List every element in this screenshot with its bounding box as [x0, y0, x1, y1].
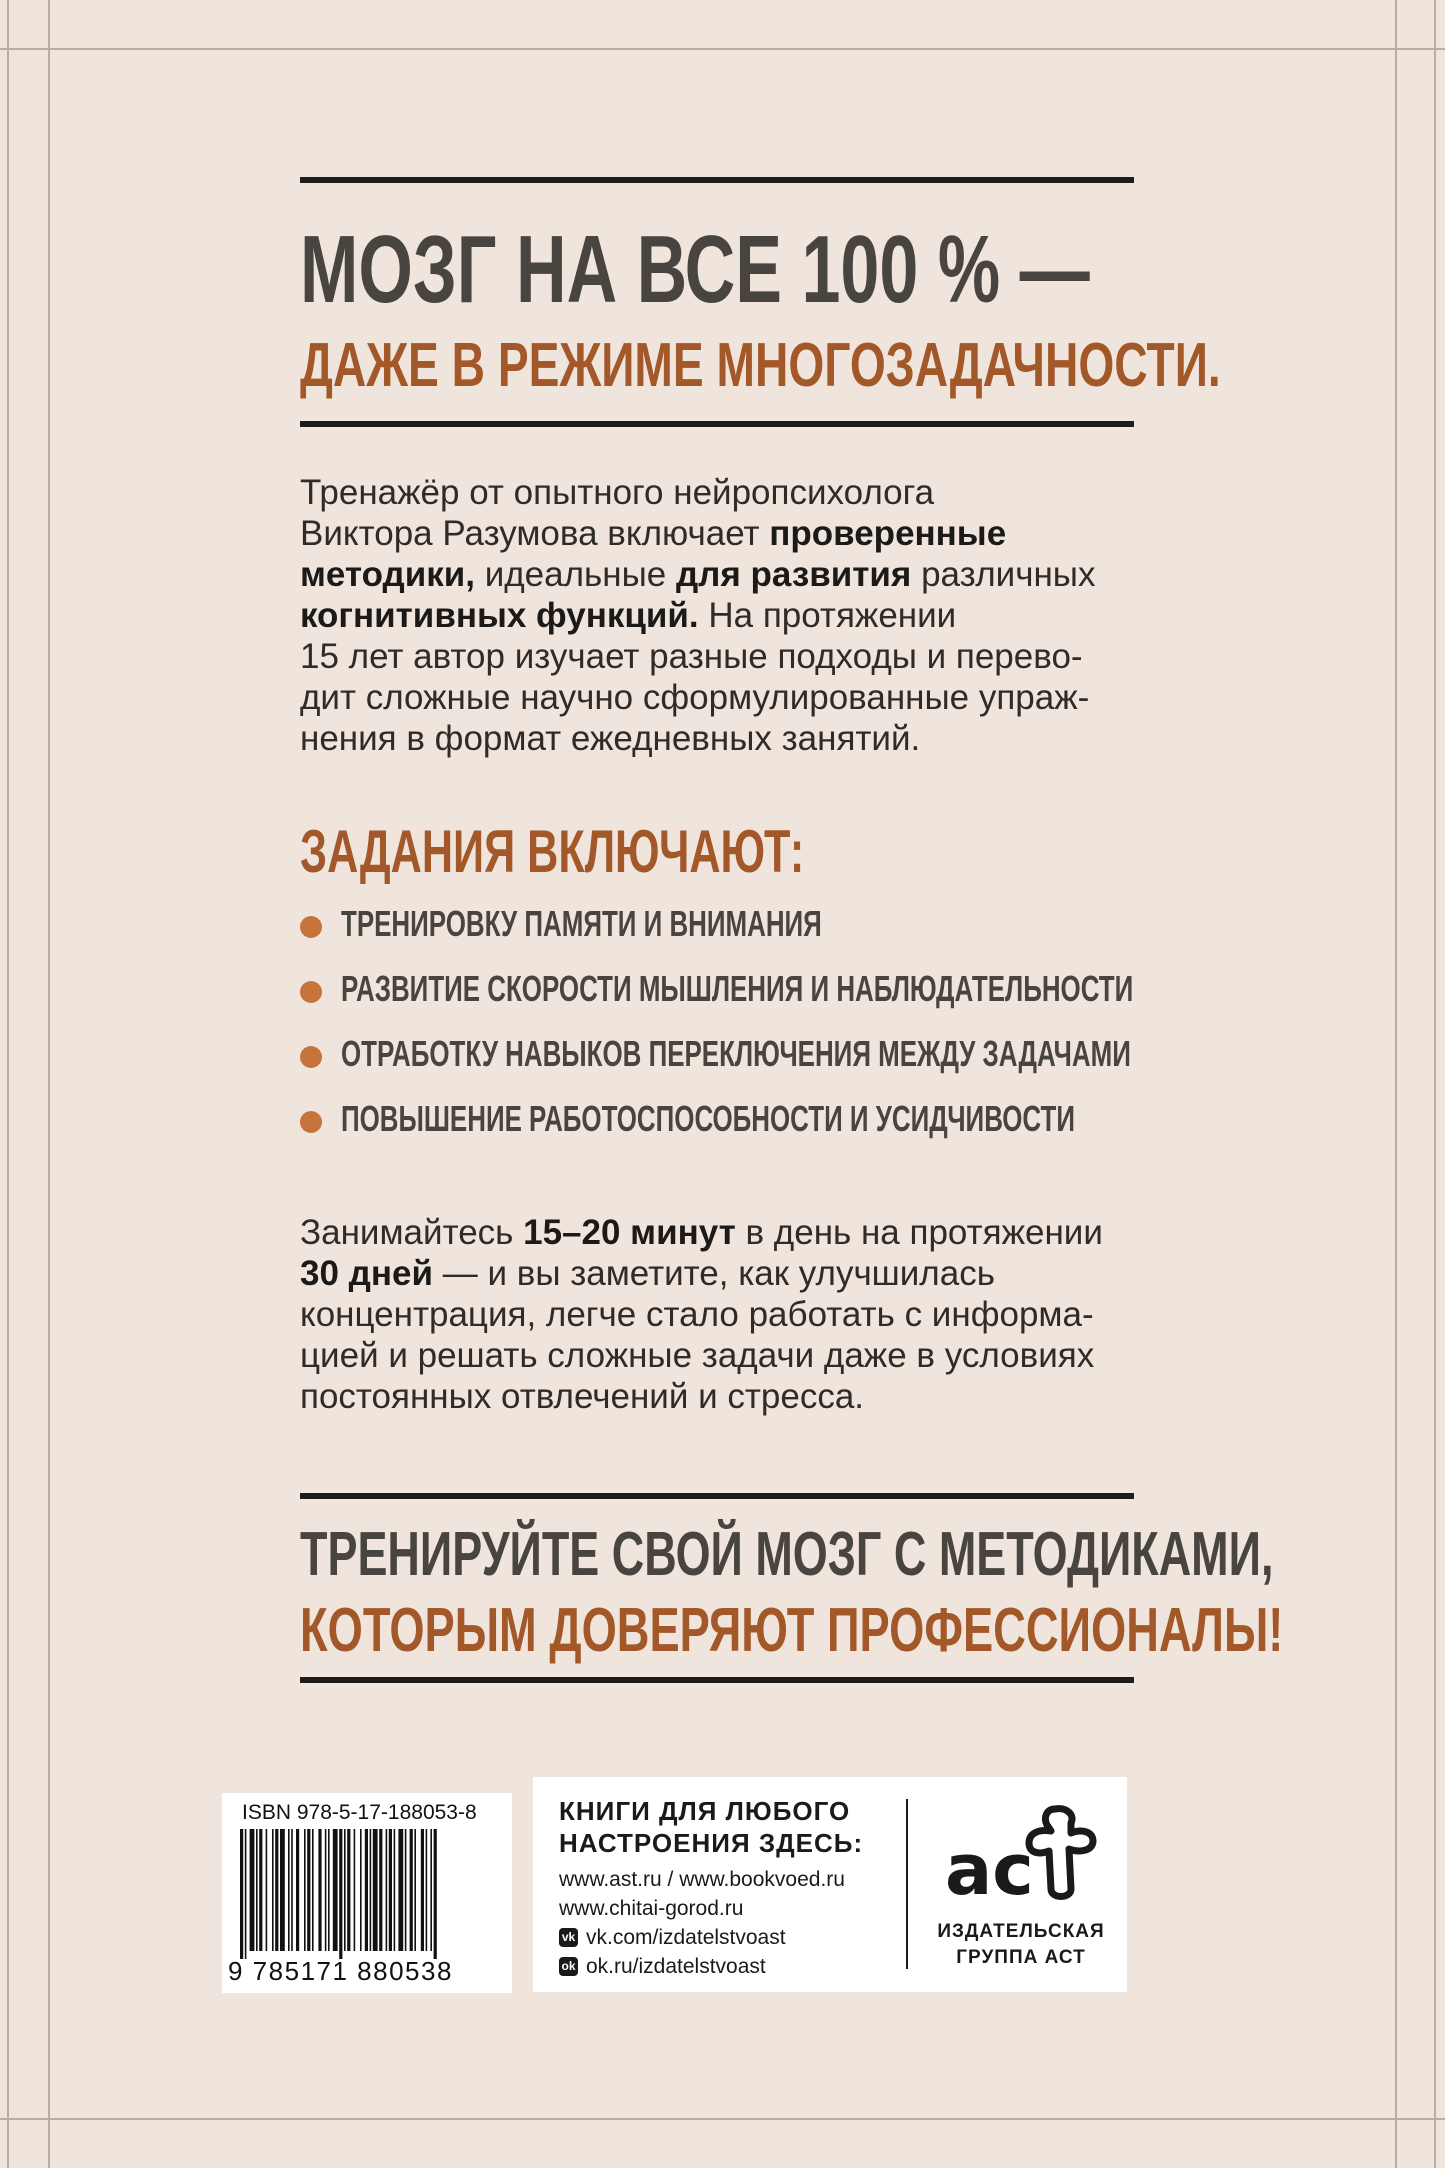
barcode-bar: [275, 1829, 278, 1951]
intro-line: когнитивных функций. На протяжении: [300, 596, 957, 635]
barcode-bar: [360, 1829, 362, 1951]
barcode-bar: [410, 1829, 413, 1951]
barcode-bar: [379, 1829, 382, 1951]
barcode-bar: [344, 1829, 346, 1951]
barcode-bar: [421, 1829, 424, 1951]
barcode-bar: [370, 1829, 372, 1951]
bullet-dot-icon: [300, 916, 322, 938]
barcode-bar: [291, 1829, 293, 1951]
publisher-block: [533, 1777, 1127, 1992]
link-chitai-gorod[interactable]: www.chitai-gorod.ru: [559, 1897, 744, 1920]
barcode-bar: [386, 1829, 388, 1951]
intro-line: Виктора Разумова включает проверенные: [300, 514, 1007, 553]
barcode-bar: [354, 1829, 356, 1951]
intro-line: методики, идеальные для развития различных: [300, 555, 1096, 594]
intro-line: дит сложные научно сформулированные упраж-: [300, 678, 1090, 717]
barcode-bar: [325, 1829, 327, 1951]
barcode-bar: [280, 1829, 285, 1951]
barcode-bar: [426, 1829, 428, 1951]
bullet-dot-icon: [300, 1046, 322, 1068]
publisher-title: КНИГИ ДЛЯ ЛЮБОГО НАСТРОЕНИЯ ЗДЕСЬ:: [559, 1796, 864, 1858]
slogan-line2: КОТОРЫМ ДОВЕРЯЮТ ПРОФЕССИОНАЛЫ!: [300, 1596, 1284, 1665]
link-vk[interactable]: vk vk.com/izdatelstvoast: [559, 1923, 845, 1952]
barcode-bar: [296, 1829, 299, 1951]
publisher-links: [559, 1865, 845, 1981]
barcode-bar: [373, 1829, 378, 1951]
barcode-bar: [318, 1829, 321, 1951]
barcode-bar: [240, 1829, 243, 1959]
svg-text:ac: ac: [945, 1829, 1034, 1911]
barcode-bar: [250, 1829, 255, 1951]
barcode-bar: [266, 1829, 268, 1951]
barcode-bar: [256, 1829, 258, 1951]
frame-line: [0, 48, 1445, 50]
barcode-bar: [333, 1829, 338, 1951]
headline-line1: МОЗГ НА ВСЕ 100 % —: [300, 216, 1090, 323]
practice-line: цией и решать сложные задачи даже в условиях: [300, 1336, 1095, 1375]
frame-line: [7, 0, 9, 2168]
frame-line: [1434, 0, 1436, 2168]
barcode-bar: [365, 1829, 368, 1951]
practice-line: постоянных отвлечений и стресса.: [300, 1377, 865, 1416]
barcode-bar: [389, 1829, 392, 1951]
barcode-bar: [347, 1829, 350, 1951]
headline-line2: ДАЖЕ В РЕЖИМЕ МНОГОЗАДАЧНОСТИ.: [300, 331, 1221, 400]
publisher-logo-caption: ИЗДАТЕЛЬСКАЯ ГРУППА АСТ: [937, 1921, 1105, 1968]
intro-paragraph: [300, 472, 1140, 759]
practice-line: 30 дней — и вы заметите, как улучшилась: [300, 1254, 995, 1293]
barcode-bar: [434, 1829, 437, 1959]
barcode-bar: [259, 1829, 262, 1951]
list-item-text: РАЗВИТИЕ СКОРОСТИ МЫШЛЕНИЯ И НАБЛЮДАТЕЛЬНОСТИ: [341, 968, 1134, 1009]
ast-logo-icon: [943, 1799, 1108, 1914]
barcode-bar: [405, 1829, 407, 1951]
intro-line: Тренажёр от опытного нейропсихолога: [300, 473, 935, 512]
slogan-top-rule: [300, 1493, 1134, 1499]
barcode-bar: [245, 1829, 247, 1959]
frame-line: [0, 2118, 1445, 2120]
barcode-bar: [414, 1829, 416, 1951]
link-ast-bookvoed[interactable]: www.ast.ru / www.bookvoed.ru: [559, 1868, 845, 1891]
barcode-bar: [272, 1829, 274, 1951]
frame-line: [48, 0, 50, 2168]
list-item-text: ТРЕНИРОВКУ ПАМЯТИ И ВНИМАНИЯ: [341, 903, 822, 944]
link-ok[interactable]: ok ok.ru/izdatelstvoast: [559, 1952, 845, 1981]
headline-bottom-rule: [300, 421, 1134, 427]
practice-line: Занимайтесь 15–20 минут в день на протяжении: [300, 1213, 1103, 1252]
top-rule: [300, 177, 1134, 183]
ok-icon: ok: [559, 1957, 578, 1976]
slogan-bottom-rule: [300, 1677, 1134, 1683]
barcode-bar: [328, 1829, 330, 1951]
bullet-dot-icon: [300, 981, 322, 1003]
barcode-bar: [307, 1829, 310, 1951]
isbn-barcode-block: [222, 1793, 512, 1993]
practice-paragraph: [300, 1212, 1140, 1417]
vk-icon: vk: [559, 1928, 578, 1947]
isbn-label: ISBN 978-5-17-188053-8: [242, 1801, 477, 1824]
list-item-text: ОТРАБОТКУ НАВЫКОВ ПЕРЕКЛЮЧЕНИЯ МЕЖДУ ЗАДАЧАМИ: [341, 1033, 1131, 1074]
bullet-dot-icon: [300, 1111, 322, 1133]
isbn-digits: 9 785171 880538: [228, 1956, 453, 1986]
intro-line: 15 лет автор изучает разные подходы и перево-: [300, 637, 1083, 676]
publisher-divider: [906, 1799, 908, 1969]
intro-line: нения в формат ежедневных занятий.: [300, 719, 921, 758]
barcode-bar: [398, 1829, 403, 1951]
barcode-bar: [304, 1829, 306, 1951]
barcode-bar: [312, 1829, 314, 1951]
barcode-bar: [394, 1829, 396, 1951]
barcode-bar: [339, 1829, 342, 1959]
barcode-icon: [240, 1829, 498, 1959]
barcode-bar: [430, 1829, 432, 1951]
tasks-heading: ЗАДАНИЯ ВКЛЮЧАЮТ:: [300, 818, 805, 885]
practice-line: концентрация, легче стало работать с информа-: [300, 1295, 1094, 1334]
frame-line: [1395, 0, 1397, 2168]
barcode-bar: [288, 1829, 290, 1951]
list-item-text: ПОВЫШЕНИЕ РАБОТОСПОСОБНОСТИ И УСИДЧИВОСТИ: [341, 1098, 1075, 1139]
slogan-line1: ТРЕНИРУЙТЕ СВОЙ МОЗГ С МЕТОДИКАМИ,: [300, 1520, 1274, 1589]
